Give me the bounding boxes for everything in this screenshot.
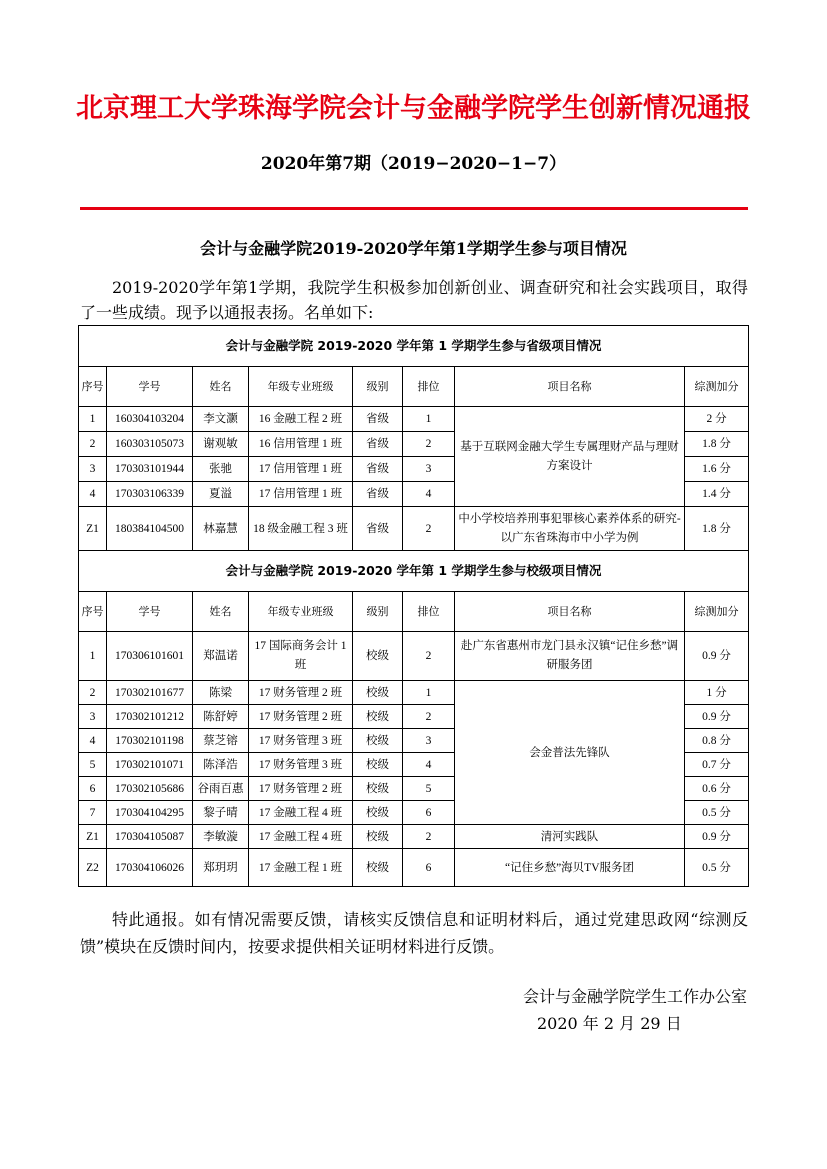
col-no: 序号 bbox=[79, 367, 107, 407]
row-class: 16 信用管理 1 班 bbox=[249, 432, 353, 457]
row-rank: 2 bbox=[403, 432, 455, 457]
row-no: 2 bbox=[79, 681, 107, 705]
report-subtitle: 会计与金融学院2019-2020学年第1学期学生参与项目情况 bbox=[200, 239, 627, 258]
row-student-name: 夏溢 bbox=[193, 482, 249, 507]
row-class: 17 金融工程 4 班 bbox=[249, 825, 353, 849]
row-score: 0.6 分 bbox=[685, 777, 749, 801]
row-score: 1.8 分 bbox=[685, 432, 749, 457]
provincial-section-heading bbox=[79, 326, 749, 367]
project-name: 清河实践队 bbox=[455, 825, 685, 849]
row-student-name: 陈泽浩 bbox=[193, 753, 249, 777]
row-student-id: 170303106339 bbox=[107, 482, 193, 507]
col-class: 年级专业班级 bbox=[249, 367, 353, 407]
row-level: 校级 bbox=[353, 729, 403, 753]
row-level: 省级 bbox=[353, 507, 403, 551]
row-class: 17 财务管理 3 班 bbox=[249, 729, 353, 753]
row-student-id: 170304104295 bbox=[107, 801, 193, 825]
table-row bbox=[79, 507, 749, 551]
row-student-name: 林嘉慧 bbox=[193, 507, 249, 551]
row-level: 校级 bbox=[353, 777, 403, 801]
provincial-column-header bbox=[79, 367, 749, 407]
row-student-id: 170303101944 bbox=[107, 457, 193, 482]
row-no: Z1 bbox=[79, 507, 107, 551]
row-level: 省级 bbox=[353, 407, 403, 432]
bulletin-title: 北京理工大学珠海学院会计与金融学院学生创新情况通报 bbox=[76, 93, 751, 124]
projects-table bbox=[78, 325, 749, 887]
row-rank: 1 bbox=[403, 681, 455, 705]
col-score: 综测加分 bbox=[685, 367, 749, 407]
row-no: 3 bbox=[79, 457, 107, 482]
row-level: 校级 bbox=[353, 801, 403, 825]
row-score: 0.7 分 bbox=[685, 753, 749, 777]
table-row bbox=[79, 825, 749, 849]
row-rank: 4 bbox=[403, 482, 455, 507]
table-row bbox=[79, 681, 749, 705]
row-rank: 2 bbox=[403, 705, 455, 729]
row-student-name: 郑玥玥 bbox=[193, 849, 249, 887]
col-rank: 排位 bbox=[403, 367, 455, 407]
row-score: 1.4 分 bbox=[685, 482, 749, 507]
row-no: 4 bbox=[79, 482, 107, 507]
row-rank: 5 bbox=[403, 777, 455, 801]
row-student-name: 谷雨百惠 bbox=[193, 777, 249, 801]
closing-paragraph: 特此通报。如有情况需要反馈，请核实反馈信息和证明材料后，通过党建思政网“综测反馈”模块在反馈时间内，按要求提供相关证明材料进行反馈。 bbox=[80, 910, 748, 956]
row-student-id: 170302101198 bbox=[107, 729, 193, 753]
row-score: 1.6 分 bbox=[685, 457, 749, 482]
col-rank: 排位 bbox=[403, 592, 455, 632]
col-level: 级别 bbox=[353, 592, 403, 632]
row-score: 2 分 bbox=[685, 407, 749, 432]
project-name: 基于互联网金融大学生专属理财产品与理财方案设计 bbox=[455, 407, 685, 507]
project-name: 赴广东省惠州市龙门县永汉镇“记住乡愁”调研服务团 bbox=[455, 632, 685, 681]
school-heading: 会计与金融学院 2019-2020 学年第 1 学期学生参与校级项目情况 bbox=[79, 551, 749, 592]
row-rank: 2 bbox=[403, 825, 455, 849]
row-student-name: 陈梁 bbox=[193, 681, 249, 705]
issue-number: 2020年第7期（2019−2020−1−7） bbox=[260, 154, 567, 174]
row-score: 0.9 分 bbox=[685, 632, 749, 681]
row-student-name: 张驰 bbox=[193, 457, 249, 482]
school-section-heading bbox=[79, 551, 749, 592]
row-score: 0.5 分 bbox=[685, 849, 749, 887]
row-no: 1 bbox=[79, 632, 107, 681]
intro-paragraph: 2019-2020学年第1学期，我院学生积极参加创新创业、调查研究和社会实践项目，取得了一些成绩。现予以通报表扬。名单如下: bbox=[80, 278, 748, 322]
row-class: 17 国际商务会计 1 班 bbox=[249, 632, 353, 681]
row-rank: 4 bbox=[403, 753, 455, 777]
row-level: 校级 bbox=[353, 632, 403, 681]
row-rank: 2 bbox=[403, 507, 455, 551]
row-level: 省级 bbox=[353, 482, 403, 507]
row-student-name: 谢观敏 bbox=[193, 432, 249, 457]
col-no: 序号 bbox=[79, 592, 107, 632]
row-class: 17 信用管理 1 班 bbox=[249, 457, 353, 482]
table-row bbox=[79, 407, 749, 432]
row-level: 校级 bbox=[353, 753, 403, 777]
row-student-name: 李文灏 bbox=[193, 407, 249, 432]
row-no: Z2 bbox=[79, 849, 107, 887]
col-project: 项目名称 bbox=[455, 367, 685, 407]
provincial-heading: 会计与金融学院 2019-2020 学年第 1 学期学生参与省级项目情况 bbox=[79, 326, 749, 367]
row-class: 17 财务管理 2 班 bbox=[249, 705, 353, 729]
row-rank: 1 bbox=[403, 407, 455, 432]
school-column-header bbox=[79, 592, 749, 632]
project-name: 会金普法先锋队 bbox=[455, 681, 685, 825]
row-class: 17 金融工程 4 班 bbox=[249, 801, 353, 825]
row-student-name: 陈舒婷 bbox=[193, 705, 249, 729]
project-name: “记住乡愁”海贝TV服务团 bbox=[455, 849, 685, 887]
row-level: 校级 bbox=[353, 705, 403, 729]
col-name: 姓名 bbox=[193, 592, 249, 632]
red-divider bbox=[80, 207, 748, 210]
row-no: 6 bbox=[79, 777, 107, 801]
row-level: 校级 bbox=[353, 825, 403, 849]
row-no: 3 bbox=[79, 705, 107, 729]
col-project: 项目名称 bbox=[455, 592, 685, 632]
row-score: 1 分 bbox=[685, 681, 749, 705]
col-class: 年级专业班级 bbox=[249, 592, 353, 632]
row-level: 校级 bbox=[353, 681, 403, 705]
col-id: 学号 bbox=[107, 367, 193, 407]
row-student-id: 180384104500 bbox=[107, 507, 193, 551]
row-no: 5 bbox=[79, 753, 107, 777]
row-score: 0.5 分 bbox=[685, 801, 749, 825]
row-student-name: 李敏漩 bbox=[193, 825, 249, 849]
row-no: Z1 bbox=[79, 825, 107, 849]
row-student-id: 170302101071 bbox=[107, 753, 193, 777]
row-no: 4 bbox=[79, 729, 107, 753]
row-student-name: 黎子晴 bbox=[193, 801, 249, 825]
row-rank: 6 bbox=[403, 849, 455, 887]
row-level: 校级 bbox=[353, 849, 403, 887]
row-score: 0.8 分 bbox=[685, 729, 749, 753]
row-score: 0.9 分 bbox=[685, 705, 749, 729]
table-row bbox=[79, 849, 749, 887]
row-student-id: 170306101601 bbox=[107, 632, 193, 681]
row-rank: 3 bbox=[403, 457, 455, 482]
row-no: 2 bbox=[79, 432, 107, 457]
row-score: 1.8 分 bbox=[685, 507, 749, 551]
row-class: 17 财务管理 3 班 bbox=[249, 753, 353, 777]
project-name: 中小学校培养刑事犯罪核心素养体系的研究-以广东省珠海市中小学为例 bbox=[455, 507, 685, 551]
row-class: 18 级金融工程 3 班 bbox=[249, 507, 353, 551]
row-no: 7 bbox=[79, 801, 107, 825]
row-rank: 2 bbox=[403, 632, 455, 681]
row-level: 省级 bbox=[353, 432, 403, 457]
row-student-id: 160303105073 bbox=[107, 432, 193, 457]
row-rank: 3 bbox=[403, 729, 455, 753]
row-student-id: 170304105087 bbox=[107, 825, 193, 849]
col-score: 综测加分 bbox=[685, 592, 749, 632]
row-class: 17 财务管理 2 班 bbox=[249, 777, 353, 801]
row-student-id: 160304103204 bbox=[107, 407, 193, 432]
row-class: 17 信用管理 1 班 bbox=[249, 482, 353, 507]
col-id: 学号 bbox=[107, 592, 193, 632]
row-class: 16 金融工程 2 班 bbox=[249, 407, 353, 432]
row-student-id: 170302101677 bbox=[107, 681, 193, 705]
row-class: 17 金融工程 1 班 bbox=[249, 849, 353, 887]
col-level: 级别 bbox=[353, 367, 403, 407]
col-name: 姓名 bbox=[193, 367, 249, 407]
row-student-id: 170304106026 bbox=[107, 849, 193, 887]
row-rank: 6 bbox=[403, 801, 455, 825]
row-no: 1 bbox=[79, 407, 107, 432]
row-level: 省级 bbox=[353, 457, 403, 482]
signature-date: 2020 年 2 月 29 日 bbox=[537, 1014, 682, 1033]
table-row bbox=[79, 632, 749, 681]
row-student-name: 蔡芝镕 bbox=[193, 729, 249, 753]
row-student-name: 郑温诺 bbox=[193, 632, 249, 681]
row-student-id: 170302105686 bbox=[107, 777, 193, 801]
row-student-id: 170302101212 bbox=[107, 705, 193, 729]
signature-office: 会计与金融学院学生工作办公室 bbox=[522, 987, 747, 1006]
row-class: 17 财务管理 2 班 bbox=[249, 681, 353, 705]
row-score: 0.9 分 bbox=[685, 825, 749, 849]
